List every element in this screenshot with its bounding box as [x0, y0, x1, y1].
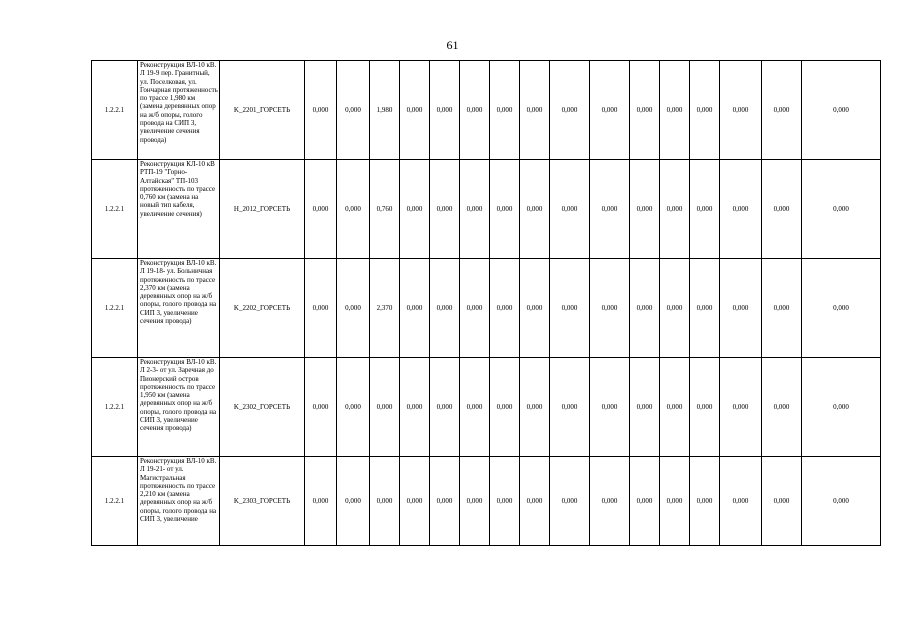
value-cell: 0,000	[460, 358, 490, 457]
value-cell: 0,000	[400, 457, 430, 546]
value-cell: 0,000	[802, 358, 881, 457]
value-cell: 0,000	[690, 259, 720, 358]
value-cell: 0,000	[660, 61, 690, 160]
value-cell: 0,000	[720, 160, 762, 259]
value-cell: 0,000	[305, 160, 337, 259]
value-cell: 0,000	[720, 259, 762, 358]
value-cell: 0,000	[430, 61, 460, 160]
value-cell: 0,000	[400, 259, 430, 358]
value-cell: 0,000	[337, 358, 370, 457]
table-row	[92, 259, 881, 358]
row-code: K_2201_ГОРСЕТЬ	[220, 61, 305, 160]
value-cell: 0,000	[630, 160, 660, 259]
value-cell: 0,000	[370, 457, 400, 546]
value-cell: 0,000	[590, 457, 630, 546]
value-cell: 0,000	[370, 358, 400, 457]
value-cell: 0,000	[762, 61, 802, 160]
value-cell: 0,000	[550, 160, 590, 259]
value-cell: 0,000	[400, 358, 430, 457]
value-cell: 0,000	[762, 160, 802, 259]
value-cell: 0,000	[337, 457, 370, 546]
value-cell: 0,000	[400, 61, 430, 160]
value-cell: 0,000	[550, 457, 590, 546]
table-row	[92, 457, 881, 546]
value-cell: 0,000	[520, 160, 550, 259]
value-cell: 0,000	[720, 61, 762, 160]
value-cell: 0,000	[490, 358, 520, 457]
value-cell: 0,000	[590, 259, 630, 358]
value-cell: 0,000	[802, 457, 881, 546]
value-cell: 0,000	[430, 160, 460, 259]
value-cell: 0,000	[305, 457, 337, 546]
row-code: K_2302_ГОРСЕТЬ	[220, 358, 305, 457]
row-code: K_2202_ГОРСЕТЬ	[220, 259, 305, 358]
value-cell: 0,000	[460, 457, 490, 546]
value-cell: 0,000	[520, 61, 550, 160]
value-cell: 0,000	[590, 358, 630, 457]
value-cell: 0,000	[630, 259, 660, 358]
value-cell: 0,000	[490, 457, 520, 546]
investment-table	[91, 60, 881, 546]
row-description: Реконструкция ВЛ-10 кВ. Л 19-18- ул. Больничная протяженность по трассе 2,370 км (замена деревянных опор на ж/б опоры, голого провода на СИП 3, увеличение сечения провода)	[138, 259, 220, 358]
value-cell: 0,000	[460, 61, 490, 160]
value-cell: 0,000	[305, 259, 337, 358]
table-row	[92, 61, 881, 160]
value-cell: 1,980	[370, 61, 400, 160]
value-cell: 0,000	[690, 358, 720, 457]
row-id: 1.2.2.1	[92, 61, 138, 160]
value-cell: 0,000	[460, 160, 490, 259]
value-cell: 0,000	[400, 160, 430, 259]
value-cell: 0,000	[802, 160, 881, 259]
row-description: Реконструкция ВЛ-10 кВ. Л 2-3- от ул. Заречная до Пионерский остров протяженность по трассе 1,950 км (замена деревянных опор на ж/б опоры, голого провода на СИП 3, увеличение сечения провода)	[138, 358, 220, 457]
row-id: 1.2.2.1	[92, 259, 138, 358]
value-cell: 0,000	[550, 61, 590, 160]
value-cell: 0,000	[590, 61, 630, 160]
value-cell: 0,000	[630, 457, 660, 546]
value-cell: 0,000	[490, 61, 520, 160]
row-id: 1.2.2.1	[92, 457, 138, 546]
value-cell: 0,000	[660, 160, 690, 259]
value-cell: 0,000	[490, 160, 520, 259]
value-cell: 0,000	[430, 259, 460, 358]
page-number: 61	[446, 38, 459, 52]
value-cell: 0,000	[430, 358, 460, 457]
value-cell: 0,000	[520, 457, 550, 546]
value-cell: 0,000	[720, 457, 762, 546]
row-description: Реконструкция ВЛ-10 кВ. Л 19-9 пер. Гранитный, ул. Поселковая, ул. Гончарная протяженность по трассе 1,980 км (замена деревянных опор на ж/б опоры, голого провода на СИП 3, увеличение сечения провода)	[138, 61, 220, 160]
value-cell: 0,000	[630, 358, 660, 457]
value-cell: 0,000	[630, 61, 660, 160]
value-cell: 0,000	[802, 259, 881, 358]
table-row	[92, 160, 881, 259]
value-cell: 0,000	[762, 457, 802, 546]
value-cell: 0,000	[520, 358, 550, 457]
value-cell: 0,000	[590, 160, 630, 259]
row-id: 1.2.2.1	[92, 358, 138, 457]
value-cell: 0,760	[370, 160, 400, 259]
value-cell: 0,000	[720, 358, 762, 457]
value-cell: 0,000	[337, 160, 370, 259]
row-description: Реконструкция ВЛ-10 кВ. Л 19-21- от ул. Магистральная протяженность по трассе 2,210 км (замена деревянных опор на ж/б опоры, голого провода на СИП 3, увеличение	[138, 457, 220, 546]
row-code: K_2303_ГОРСЕТЬ	[220, 457, 305, 546]
value-cell: 0,000	[337, 61, 370, 160]
row-id: 1.2.2.1	[92, 160, 138, 259]
value-cell: 0,000	[690, 457, 720, 546]
value-cell: 0,000	[802, 61, 881, 160]
value-cell: 0,000	[660, 358, 690, 457]
value-cell: 0,000	[430, 457, 460, 546]
value-cell: 0,000	[550, 358, 590, 457]
value-cell: 2,370	[370, 259, 400, 358]
value-cell: 0,000	[660, 457, 690, 546]
value-cell: 0,000	[337, 259, 370, 358]
value-cell: 0,000	[520, 259, 550, 358]
value-cell: 0,000	[460, 259, 490, 358]
row-description: Реконструкция КЛ-10 кВ РТП-19 "Горно-Алтайская" ТП-103 протяженность по трассе 0,760 км (замена на новый тип кабеля, увеличение сечения)	[138, 160, 220, 259]
value-cell: 0,000	[550, 259, 590, 358]
value-cell: 0,000	[762, 259, 802, 358]
value-cell: 0,000	[490, 259, 520, 358]
table-row	[92, 358, 881, 457]
value-cell: 0,000	[305, 61, 337, 160]
value-cell: 0,000	[690, 61, 720, 160]
value-cell: 0,000	[690, 160, 720, 259]
value-cell: 0,000	[660, 259, 690, 358]
row-code: H_2012_ГОРСЕТЬ	[220, 160, 305, 259]
value-cell: 0,000	[305, 358, 337, 457]
value-cell: 0,000	[762, 358, 802, 457]
